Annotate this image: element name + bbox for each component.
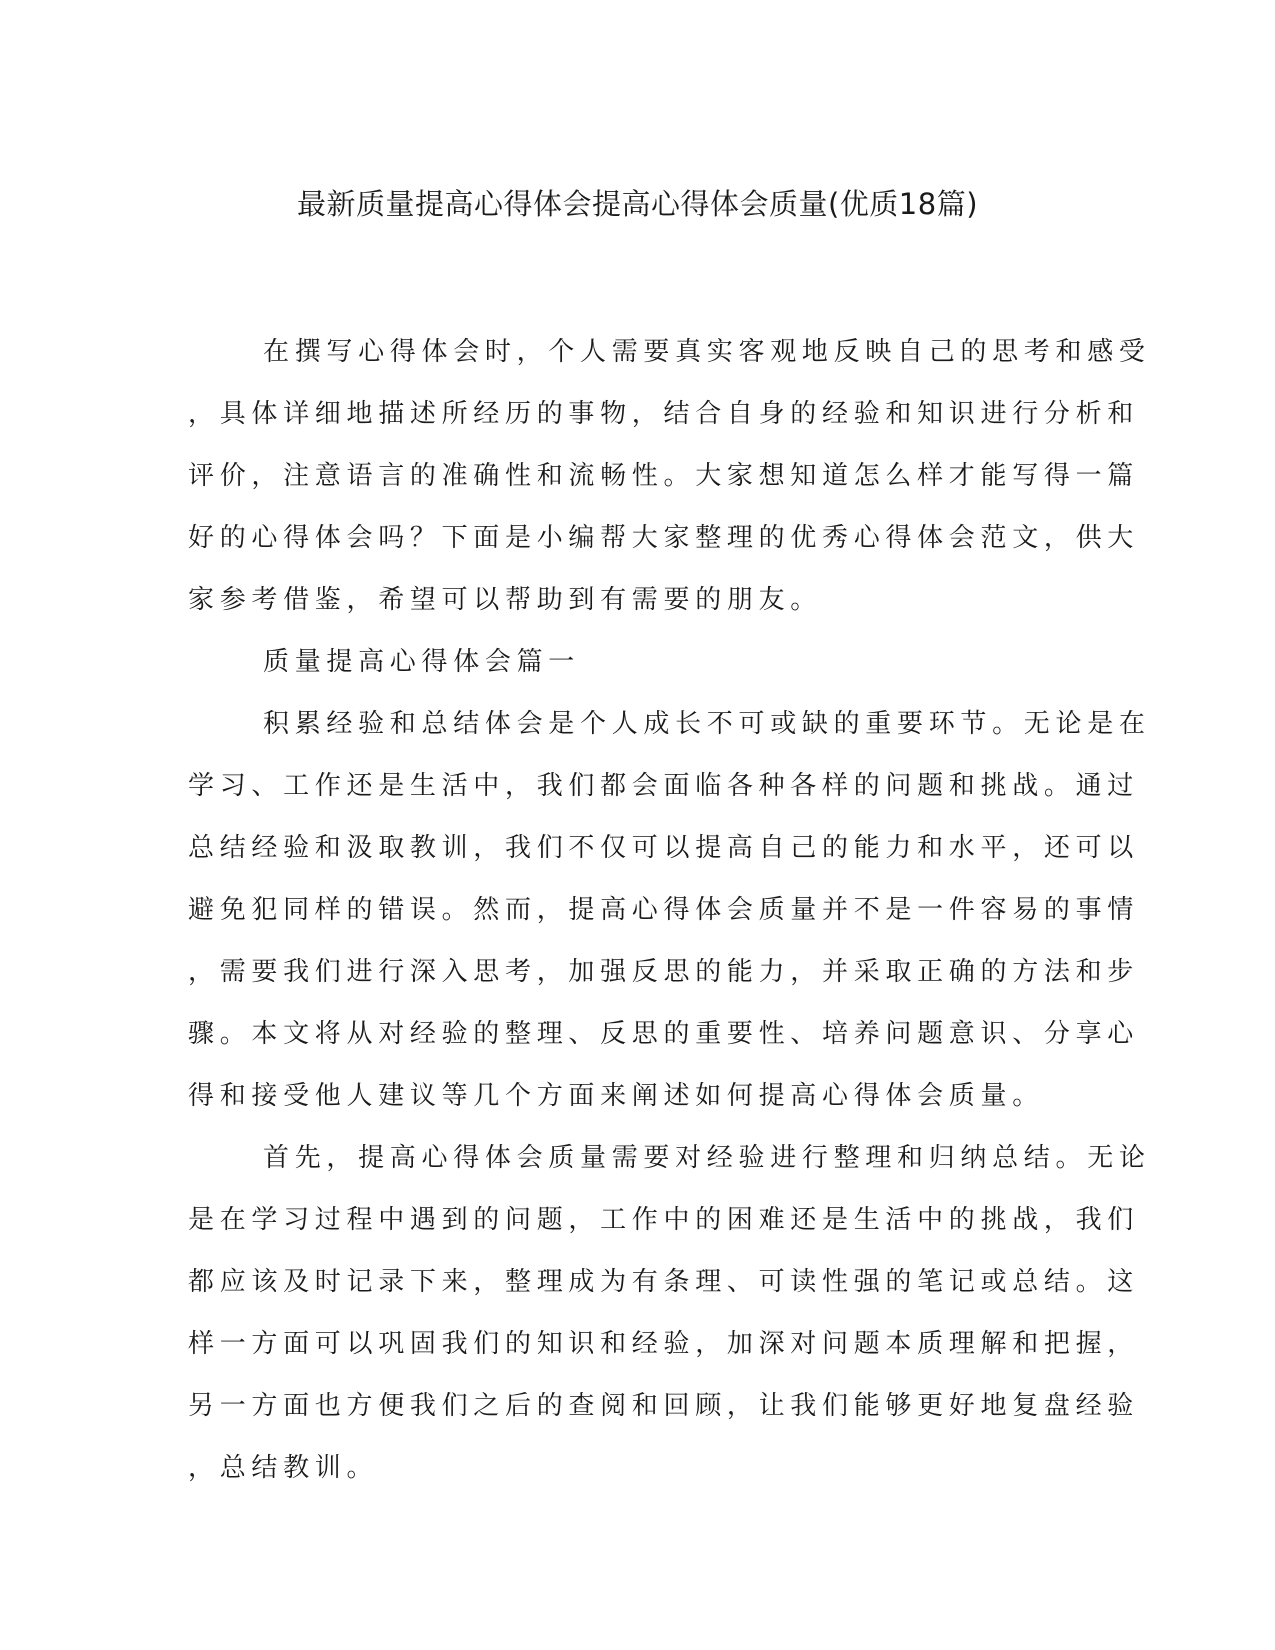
paragraph-line: ，需要我们进行深入思考，加强反思的能力，并采取正确的方法和步 (188, 957, 1140, 987)
paragraph-line: 都应该及时记录下来，整理成为有条理、可读性强的笔记或总结。这 (188, 1267, 1140, 1297)
paragraph-line: ，总结教训。 (188, 1453, 379, 1483)
paragraph-line: 是在学习过程中遇到的问题，工作中的困难还是生活中的挑战，我们 (188, 1205, 1140, 1235)
paragraph-line: 好的心得体会吗？下面是小编帮大家整理的优秀心得体会范文，供大 (188, 523, 1140, 553)
paragraph-line: 在撰写心得体会时，个人需要真实客观地反映自己的思考和感受 (263, 337, 1151, 367)
paragraph-line: 得和接受他人建议等几个方面来阐述如何提高心得体会质量。 (188, 1081, 1044, 1111)
document-body (188, 321, 1151, 1499)
paragraph-line: 样一方面可以巩固我们的知识和经验，加深对问题本质理解和把握， (188, 1329, 1140, 1359)
paragraph-line: 家参考借鉴，希望可以帮助到有需要的朋友。 (188, 585, 823, 615)
paragraph-line: 骤。本文将从对经验的整理、反思的重要性、培养问题意识、分享心 (188, 1019, 1140, 1049)
paragraph-line: ，具体详细地描述所经历的事物，结合自身的经验和知识进行分析和 (188, 399, 1140, 429)
paragraph-line: 另一方面也方便我们之后的查阅和回顾，让我们能够更好地复盘经验 (188, 1391, 1140, 1421)
document-title: 最新质量提高心得体会提高心得体会质量(优质18篇) (296, 187, 979, 221)
paragraph-line: 积累经验和总结体会是个人成长不可或缺的重要环节。无论是在 (263, 709, 1151, 739)
paragraph-line: 学习、工作还是生活中，我们都会面临各种各样的问题和挑战。通过 (188, 771, 1140, 801)
paragraph-line: 避免犯同样的错误。然而，提高心得体会质量并不是一件容易的事情 (188, 895, 1140, 925)
paragraph-line: 总结经验和汲取教训，我们不仅可以提高自己的能力和水平，还可以 (188, 833, 1140, 863)
paragraph-line: 首先，提高心得体会质量需要对经验进行整理和归纳总结。无论 (263, 1143, 1151, 1173)
paragraph-line: 评价，注意语言的准确性和流畅性。大家想知道怎么样才能写得一篇 (188, 461, 1140, 491)
section-heading: 质量提高心得体会篇一 (263, 647, 581, 677)
